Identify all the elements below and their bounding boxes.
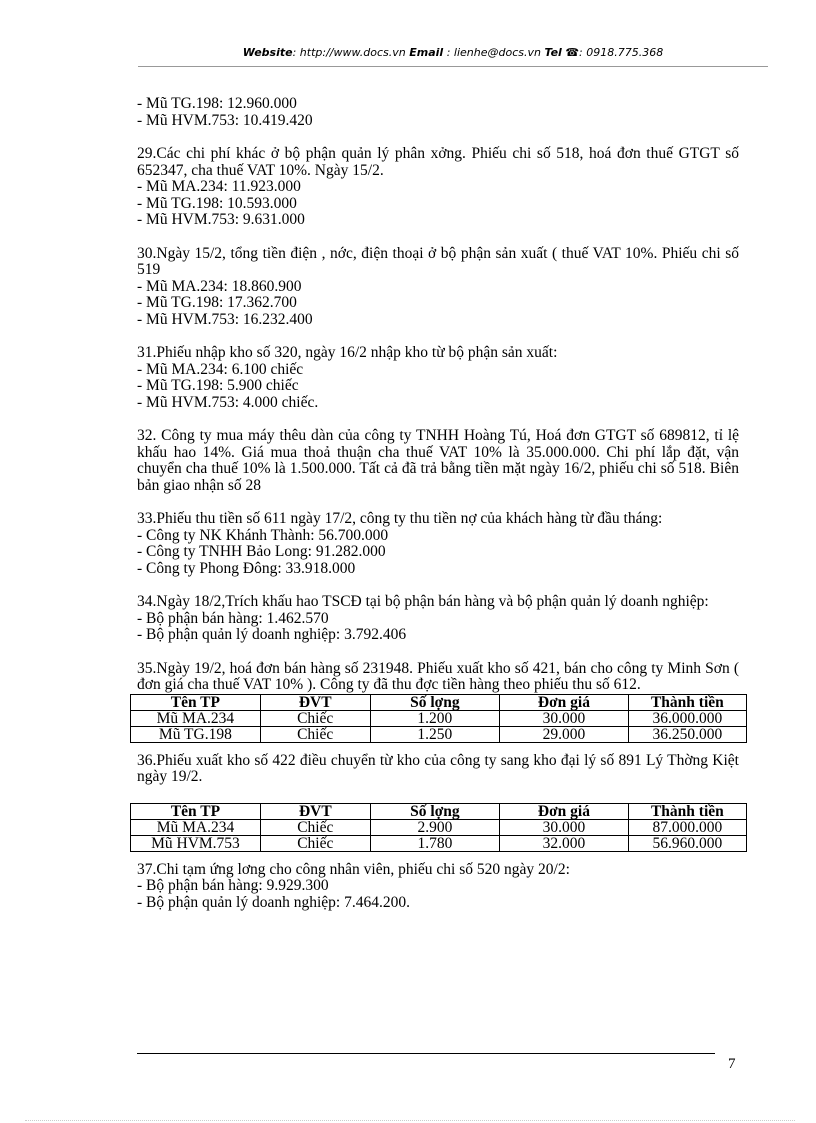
table-cell: 1.200 [370,710,500,726]
email-label: Email [409,46,444,59]
column-header: Đơn giá [500,803,629,819]
page-number: 7 [728,1056,736,1072]
column-header: ĐVT [260,694,370,710]
list-item: - Mũ TG.198: 10.593.000 [137,194,297,212]
section-35-text: 35.Ngày 19/2, hoá đơn bán hàng số 231948. Phiếu xuất kho số 421, bán cho công ty Minh Sơn ( đơn giá cha thuế VAT 10% ). Công ty đã thu đợc tiền hàng theo phiếu thu số 612. [137,659,739,693]
transfer-table [130,803,747,852]
section-30-text: 30.Ngày 15/2, tổng tiền điện , nớc, điện thoại ở bộ phận sản xuất ( thuế VAT 10%. Phiếu chi số 519 [137,244,739,278]
list-item: - Mũ MA.234: 18.860.900 [137,277,302,295]
website-label: Website [242,46,293,59]
section-29-text: 29.Các chi phí khác ở bộ phận quản lý phân xởng. Phiếu chi số 518, hoá đơn thuế GTGT số 652347, cha thuế VAT 10%. Ngày 15/2. [137,145,739,179]
column-header: Số lợng [370,803,499,819]
phone-icon: ☎ [565,46,580,59]
page-header [138,46,768,59]
table-cell: 29.000 [500,726,629,742]
list-item: - Bộ phận quản lý doanh nghiệp: 3.792.406 [137,626,407,643]
email-value: : lienhe@docs.vn [446,46,541,59]
section-30 [137,246,739,329]
column-header: Số lợng [370,694,500,710]
table-cell: Mũ MA.234 [131,819,261,835]
table-cell: 30.000 [500,819,629,835]
list-item: - Mũ HVM.753: 4.000 chiếc. [137,393,319,411]
table-cell: 87.000.000 [628,819,746,835]
table-row [131,726,747,742]
table-cell: Chiếc [260,819,370,835]
footer-rule [137,1053,715,1054]
column-header: Tên TP [131,803,261,819]
section-33 [137,511,739,577]
table-row [131,819,747,835]
list-item: - Mũ TG.198: 17.362.700 [137,294,297,311]
table-cell: Mũ HVM.753 [131,835,261,851]
tel-value: : 0918.775.368 [579,46,664,59]
list-item: - Công ty Phong Đông: 33.918.000 [137,559,356,577]
section-37-text: 37.Chi tạm ứng lơng cho công nhân viên, phiếu chi số 520 ngày 20/2: [137,860,570,878]
list-item: - Mũ HVM.753: 16.232.400 [137,310,313,328]
section-29 [137,146,739,229]
table-cell: Chiếc [260,710,370,726]
column-header: ĐVT [260,803,370,819]
intro-list [137,96,739,129]
list-item: - Mũ HVM.753: 9.631.000 [137,211,305,228]
list-item: - Mũ TG.198: 5.900 chiếc [137,377,299,394]
table-header-row [131,694,747,710]
table-cell: Chiếc [260,835,370,851]
table-row [131,835,747,851]
section-32 [137,428,739,494]
table-cell: Mũ TG.198 [131,726,261,742]
column-header: Thành tiền [628,803,746,819]
table-cell: 32.000 [500,835,629,851]
list-item: - Công ty TNHH Bảo Long: 91.282.000 [137,543,386,560]
section-37 [137,862,739,912]
list-item: - Bộ phận bán hàng: 1.462.570 [137,609,329,627]
table-cell: 1.780 [370,835,499,851]
page-edge-divider [25,1120,795,1121]
list-item: - Mũ MA.234: 11.923.000 [137,178,301,195]
tel-label: Tel [544,46,562,59]
list-item: - Bộ phận bán hàng: 9.929.300 [137,877,329,894]
list-item: - Mũ TG.198: 12.960.000 [137,95,297,112]
table-row [131,710,747,726]
column-header: Thành tiền [628,694,746,710]
section-33-text: 33.Phiếu thu tiền số 611 ngày 17/2, công ty thu tiền nợ của khách hàng từ đầu tháng: [137,510,663,527]
table-cell: 2.900 [370,819,499,835]
section-36-text: 36.Phiếu xuất kho số 422 điều chuyển từ kho của công ty sang kho đại lý số 891 Lý Thờng Kiệt ngày 19/2. [137,751,739,785]
website-value: : http://www.docs.vn [292,46,406,59]
table-cell: 36.250.000 [628,726,746,742]
table-cell: Mũ MA.234 [131,710,261,726]
column-header: Tên TP [131,694,261,710]
section-35 [137,661,739,743]
table-cell: 56.960.000 [628,835,746,851]
table-cell: 36.000.000 [628,710,746,726]
table-cell: 1.250 [370,726,500,742]
section-34 [137,594,739,644]
document-body [137,96,739,928]
section-36 [137,753,739,852]
table-header-row [131,803,747,819]
header-rule [138,66,768,67]
list-item: - Công ty NK Khánh Thành: 56.700.000 [137,526,389,544]
section-32-text: 32. Công ty mua máy thêu dàn của công ty TNHH Hoàng Tú, Hoá đơn GTGT số 689812, tỉ lệ khấu hao 14%. Giá mua thoả thuận cha thuế VAT 10% là 35.000.000. Chi phí lắp đặt, vận chuyển cha thuế 10% là 1.500.000. Tất cả đã trả bằng tiền mặt ngày 16/2, phiếu chi số 518. Biên bản giao nhận số 28 [137,427,739,494]
section-31-text: 31.Phiếu nhập kho số 320, ngày 16/2 nhập kho từ bộ phận sản xuất: [137,344,558,361]
column-header: Đơn giá [500,694,629,710]
section-31 [137,345,739,411]
list-item: - Mũ MA.234: 6.100 chiếc [137,360,304,378]
list-item: - Mũ HVM.753: 10.419.420 [137,111,313,129]
table-cell: Chiếc [260,726,370,742]
table-cell: 30.000 [500,710,629,726]
section-34-text: 34.Ngày 18/2,Trích khấu hao TSCĐ tại bộ phận bán hàng và bộ phận quản lý doanh nghiệp: [137,593,709,610]
sales-table [130,694,747,743]
list-item: - Bộ phận quản lý doanh nghiệp: 7.464.200. [137,893,410,911]
